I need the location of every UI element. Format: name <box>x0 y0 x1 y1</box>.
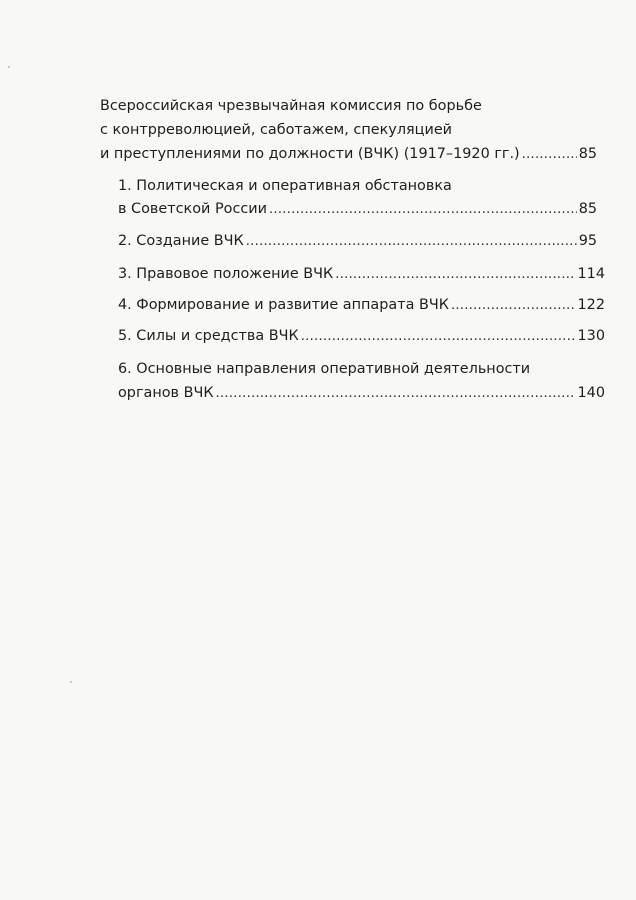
toc-section-3-text: 3. Правовое положение ВЧК <box>118 266 334 282</box>
toc-section-2-page: 95 <box>578 233 597 249</box>
scan-speck <box>70 681 72 683</box>
toc-main-text-1: Всероссийская чрезвычайная комиссия по борьбе <box>100 98 482 114</box>
toc-section-1-page: 85 <box>578 201 597 217</box>
toc-section-3 <box>118 262 605 287</box>
leader-dots <box>451 294 576 318</box>
toc-main-line-2 <box>100 118 452 142</box>
toc-section-5 <box>118 324 605 349</box>
toc-main-line-1 <box>100 94 482 118</box>
toc-section-4-text: 4. Формирование и развитие аппарата ВЧК <box>118 297 449 313</box>
toc-section-6-line-1 <box>118 357 530 381</box>
toc-section-1-text-2: в Советской России <box>118 201 267 217</box>
leader-dots <box>301 325 576 349</box>
toc-section-6-text-2: органов ВЧК <box>118 385 214 401</box>
scan-speck <box>8 66 10 68</box>
leader-dots <box>216 382 576 406</box>
toc-main-text-3: и преступлениями по должности (ВЧК) (1917–1920 гг.) <box>100 146 520 162</box>
toc-main-line-3 <box>100 142 597 167</box>
toc-section-1-text-1: 1. Политическая и оперативная обстановка <box>118 178 452 194</box>
toc-section-2-text: 2. Создание ВЧК <box>118 233 244 249</box>
leader-dots <box>522 143 577 167</box>
toc-section-2 <box>118 229 597 254</box>
toc-section-4-page: 122 <box>577 297 605 313</box>
toc-section-1-line-2 <box>118 197 597 222</box>
leader-dots <box>269 198 577 222</box>
toc-section-6-page: 140 <box>577 385 605 401</box>
toc-section-6-line-2 <box>118 381 605 406</box>
toc-section-5-text: 5. Силы и средства ВЧК <box>118 328 299 344</box>
toc-main-text-2: с контрреволюцией, саботажем, спекуляцией <box>100 122 453 138</box>
toc-main-page: 85 <box>578 146 597 162</box>
toc-section-5-page: 130 <box>577 328 605 344</box>
toc-section-3-page: 114 <box>577 266 605 282</box>
toc-section-1-line-1 <box>118 174 452 198</box>
leader-dots <box>335 263 575 287</box>
toc-section-6-text-1: 6. Основные направления оперативной деятельности <box>118 361 531 377</box>
leader-dots <box>246 230 577 254</box>
toc-section-4 <box>118 293 605 318</box>
